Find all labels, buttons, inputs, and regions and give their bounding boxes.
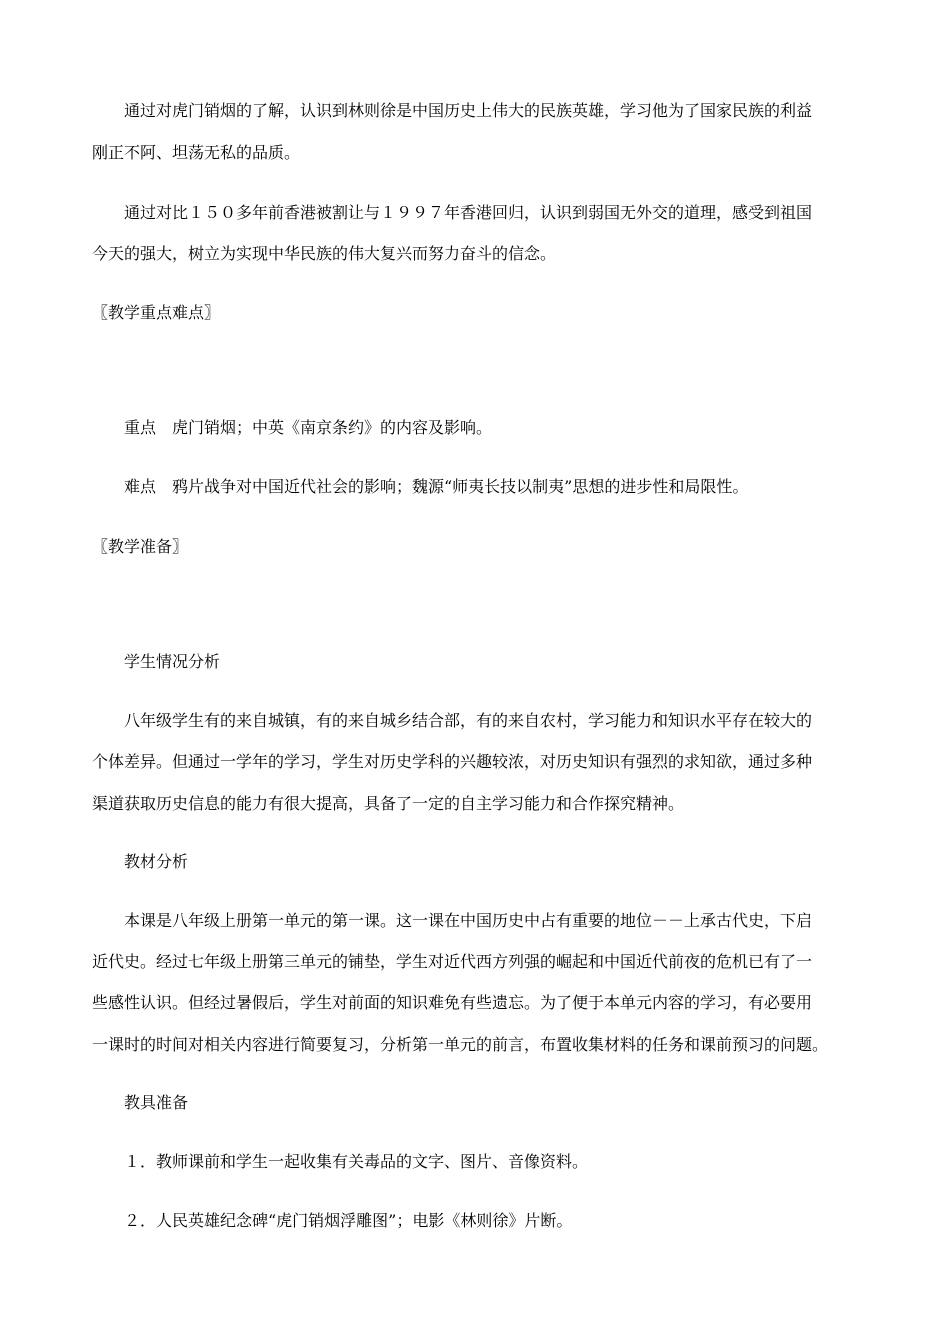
section-heading-preparation: 〖教学准备〗 xyxy=(92,537,189,556)
teaching-aid-item-1: １．教师课前和学生一起收集有关毒品的文字、图片、音像资料。 xyxy=(124,1152,589,1171)
student-analysis-line-3: 渠道获取历史信息的能力有很大提高，具备了一定的自主学习能力和合作探究精神。 xyxy=(92,794,685,813)
student-analysis-title: 学生情况分析 xyxy=(124,652,221,671)
textbook-analysis-line-3: 些感性认识。但经过暑假后，学生对前面的知识难免有些遗忘。为了便于本单元内容的学习，有必要用 xyxy=(92,993,813,1012)
objective-paragraph-2-line-2: 今天的强大，树立为实现中华民族的伟大复兴而努力奋斗的信念。 xyxy=(92,244,557,263)
key-point: 重点 虎门销烟；中英《南京条约》的内容及影响。 xyxy=(124,418,493,437)
section-heading-key-points: 〖教学重点难点〗 xyxy=(92,303,221,322)
textbook-analysis-title: 教材分析 xyxy=(124,852,189,871)
objective-paragraph-1-line-1: 通过对虎门销烟的了解，认识到林则徐是中国历史上伟大的民族英雄，学习他为了国家民族的利益 xyxy=(124,101,813,120)
textbook-analysis-line-2: 近代史。经过七年级上册第三单元的铺垫，学生对近代西方列强的崛起和中国近代前夜的危机已有了一 xyxy=(92,952,813,971)
teaching-aid-item-2: ２．人民英雄纪念碑“虎门销烟浮雕图”；电影《林则徐》片断。 xyxy=(124,1211,573,1230)
objective-paragraph-2-line-1: 通过对比１５０多年前香港被割让与１９９７年香港回归，认识到弱国无外交的道理，感受到祖国 xyxy=(124,203,813,222)
difficult-point: 难点 鸦片战争对中国近代社会的影响；魏源“师夷长技以制夷”思想的进步性和局限性。 xyxy=(124,477,749,496)
objective-paragraph-1-line-2: 刚正不阿、坦荡无私的品质。 xyxy=(92,143,301,162)
textbook-analysis-line-4: 一课时的时间对相关内容进行简要复习，分析第一单元的前言，布置收集材料的任务和课前预习的问题。 xyxy=(92,1035,829,1054)
teaching-aids-title: 教具准备 xyxy=(124,1093,189,1112)
student-analysis-line-1: 八年级学生有的来自城镇，有的来自城乡结合部，有的来自农村，学习能力和知识水平存在较大的 xyxy=(124,711,813,730)
student-analysis-line-2: 个体差异。但通过一学年的学习，学生对历史学科的兴趣较浓，对历史知识有强烈的求知欲，通过多种 xyxy=(92,752,813,771)
textbook-analysis-line-1: 本课是八年级上册第一单元的第一课。这一课在中国历史中占有重要的地位－－上承古代史，下启 xyxy=(124,911,813,930)
